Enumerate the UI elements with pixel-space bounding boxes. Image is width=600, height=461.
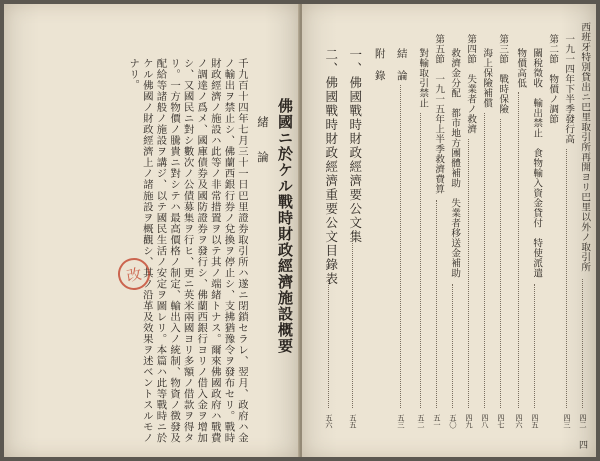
toc-entry-title: 救濟金分配 都市地方團體補助 失業者移送金補助 xyxy=(449,48,461,278)
body-column xyxy=(14,58,248,443)
toc-entry-title: 西班牙特別貸出ニ巴里取引所再開ヨリ巴里以外ノ取引所 xyxy=(579,22,591,272)
right-page xyxy=(302,4,596,457)
toc-entry-page: 四三 xyxy=(563,414,572,429)
toc-leader-dots xyxy=(352,234,353,408)
toc-entry-page: 五五 xyxy=(349,414,358,429)
body-text: 千九百十四年七月三十一日巴里證券取引所ハ遂ニ閉鎖セラレ、翌月、政府ハ金ノ輸出ヲ禁止シ、佛蘭西銀行券ノ兌換ヲ停止シ、支拂猶豫令ヲ發布セリ。戰時財政經濟ノ施設ハ此等ノ非常措置ヲ以テ其ノ端緒トナス。爾來佛國政府ハ戰費ノ調達ノ爲メ、國庫債券及國防證券ヲ發行シ、佛蘭西銀行ヨリノ借入金ヲ增加シ、又國民ニ對シ數次ノ公債募集ヲ行ヒ、更ニ英米兩國ヨリ多額ノ借款ヲ得タリ。一方物價ノ騰貴ニ對シテハ最高價格ノ制定、輸出入ノ統制、物資ノ徴發及配給等諸般ノ施設ヲ講ジ、以テ國民生活ノ安定ヲ圖レリ。本篇ハ此等戰時ニ於ケル佛國ノ財政經濟上ノ諸施設ヲ概觀シ、其ノ沿革及效果ヲ述ベントスルモノナリ。 xyxy=(127,58,248,443)
toc-entry-title: 結 論 xyxy=(395,48,408,81)
toc-entry-title: 附 錄 xyxy=(373,48,386,81)
toc-leader-dots xyxy=(518,92,519,408)
toc-leader-dots xyxy=(500,119,501,408)
toc-entry-page: 四七 xyxy=(497,414,506,429)
toc-entry-title: 第三節 戰時保險 xyxy=(497,34,509,114)
toc-entry-title: 對輸取引禁止 xyxy=(417,48,429,108)
section-title: 緒 論 xyxy=(256,116,270,169)
main-title: 佛國ニ於ケル戰時財政經濟施設概要 xyxy=(276,98,294,354)
toc-leader-dots xyxy=(582,279,583,409)
toc-entry-page: 五六 xyxy=(325,414,334,429)
toc-leader-dots xyxy=(534,284,535,408)
toc-leader-dots xyxy=(468,139,469,408)
toc-leader-dots xyxy=(566,149,567,408)
toc-leader-dots xyxy=(420,113,421,408)
toc-entry-page: 四二 xyxy=(579,414,588,429)
book-spread xyxy=(4,4,596,457)
toc-leader-dots xyxy=(400,85,401,408)
toc-leader-dots xyxy=(484,113,485,408)
toc-leader-dots xyxy=(328,273,329,408)
toc-entry-title: 一九一四年下半季發行高 xyxy=(563,34,575,144)
stamp-seal: 改 xyxy=(115,255,152,292)
toc-entry-title: 一、佛國戰時財政經濟要公文集 xyxy=(347,48,363,244)
toc-entry-page: 五二 xyxy=(417,414,426,429)
toc-entry-page: 五一 xyxy=(433,414,442,429)
left-page xyxy=(4,4,300,457)
toc-entry-title: 第二節 物價ノ調節 xyxy=(547,34,559,124)
toc-entry-page: 四九 xyxy=(465,414,474,429)
toc-leader-dots xyxy=(436,200,437,408)
toc-entry-title: 第五節 一九一五年上半季救濟費算 xyxy=(433,34,445,194)
toc-entry-page: 五三 xyxy=(397,414,406,429)
toc-entry-title: 第四節 失業者ノ救濟 xyxy=(465,34,477,134)
toc-entry-page: 四八 xyxy=(481,414,490,429)
toc-entry-title: 關稅徵收 輸出禁止 食物輸入資金貸付 特使派遣 xyxy=(531,48,543,278)
toc-entry-title: 物價高低 xyxy=(515,48,527,88)
toc-entry-page: 五〇 xyxy=(449,414,458,429)
toc-entry-page: 四五 xyxy=(531,414,540,429)
toc-entry-title: 二、佛國戰時財政經濟重要公文目錄表 xyxy=(323,48,339,286)
toc-entry-page: 四六 xyxy=(515,414,524,429)
page-number: 四 xyxy=(578,441,588,451)
toc-entry-title: 海上保險補償 xyxy=(481,48,493,108)
toc-leader-dots xyxy=(452,284,453,408)
